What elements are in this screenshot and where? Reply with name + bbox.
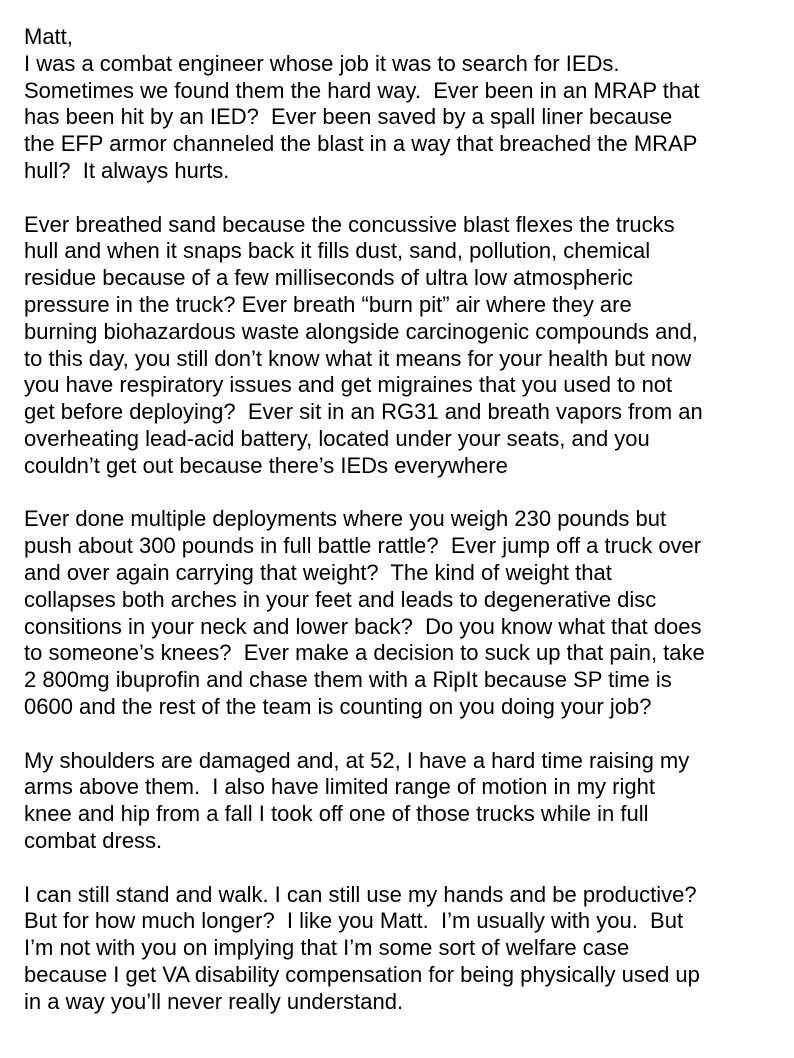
paragraph-line: to someone’s knees? Ever make a decision to suck up that pain, take — [24, 640, 705, 666]
paragraph-line: arms above them. I also have limited range of motion in my right — [24, 774, 655, 800]
paragraph-spacer — [24, 855, 784, 882]
paragraph-line: because I get VA disability compensation for being physically used up — [24, 961, 700, 987]
paragraph-2 — [24, 212, 784, 480]
paragraph-4 — [24, 748, 784, 855]
paragraph-line: couldn’t get out because there’s IEDs everywhere — [24, 452, 508, 478]
paragraph-line: to this day, you still don’t know what it means for your health but now — [24, 345, 692, 371]
paragraph-3 — [24, 506, 784, 720]
paragraph-line: burning biohazardous waste alongside carcinogenic compounds and, — [24, 318, 698, 344]
paragraph-spacer — [24, 721, 784, 748]
salutation: Matt, — [24, 24, 73, 49]
paragraph-line: I can still stand and walk. I can still use my hands and be productive? — [24, 881, 697, 907]
paragraph-spacer — [24, 480, 784, 507]
letter-document — [24, 24, 784, 1015]
paragraph-line: collapses both arches in your feet and leads to degenerative disc — [24, 586, 657, 612]
paragraph-5 — [24, 882, 784, 1016]
paragraph-line: Ever done multiple deployments where you weigh 230 pounds but — [24, 506, 667, 532]
paragraph-line: I was a combat engineer whose job it was to search for IEDs. — [24, 50, 620, 76]
paragraph-line: consitions in your neck and lower back? Do you know what that does — [24, 613, 702, 639]
paragraph-line: I’m not with you on implying that I’m some sort of welfare case — [24, 935, 630, 961]
paragraph-line: in a way you’ll never really understand. — [24, 988, 404, 1014]
paragraph-line: push about 300 pounds in full battle rattle? Ever jump off a truck over — [24, 533, 702, 559]
paragraph-line: Ever breathed sand because the concussive blast flexes the trucks — [24, 211, 675, 237]
paragraph-line: overheating lead-acid battery, located under your seats, and you — [24, 425, 650, 451]
paragraph-line: residue because of a few milliseconds of ultra low atmospheric — [24, 265, 633, 291]
paragraph-line: Sometimes we found them the hard way. Ever been in an MRAP that — [24, 77, 700, 103]
paragraph-line: and over again carrying that weight? The kind of weight that — [24, 559, 612, 585]
paragraph-spacer — [24, 185, 784, 212]
paragraph-line: the EFP armor channeled the blast in a way that breached the MRAP — [24, 131, 698, 157]
paragraph-line: 0600 and the rest of the team is counting on you doing your job? — [24, 693, 652, 719]
paragraph-line: combat dress. — [24, 827, 163, 853]
paragraph-line: hull and when it snaps back it fills dust, sand, pollution, chemical — [24, 238, 651, 264]
paragraph-line: pressure in the truck? Ever breath “burn pit” air where they are — [24, 291, 632, 317]
paragraph-1 — [24, 51, 784, 185]
paragraph-line: you have respiratory issues and get migraines that you used to not — [24, 372, 673, 398]
paragraph-line: has been hit by an IED? Ever been saved by a spall liner because — [24, 104, 673, 130]
paragraph-line: knee and hip from a fall I took off one of those trucks while in full — [24, 801, 649, 827]
paragraph-line: get before deploying? Ever sit in an RG31 and breath vapors from an — [24, 399, 703, 425]
paragraph-line: But for how much longer? I like you Matt. I’m usually with you. But — [24, 908, 684, 934]
paragraph-line: hull? It always hurts. — [24, 157, 230, 183]
paragraph-line: 2 800mg ibuprofin and chase them with a RipIt because SP time is — [24, 667, 672, 693]
paragraph-line: My shoulders are damaged and, at 52, I have a hard time raising my — [24, 747, 690, 773]
